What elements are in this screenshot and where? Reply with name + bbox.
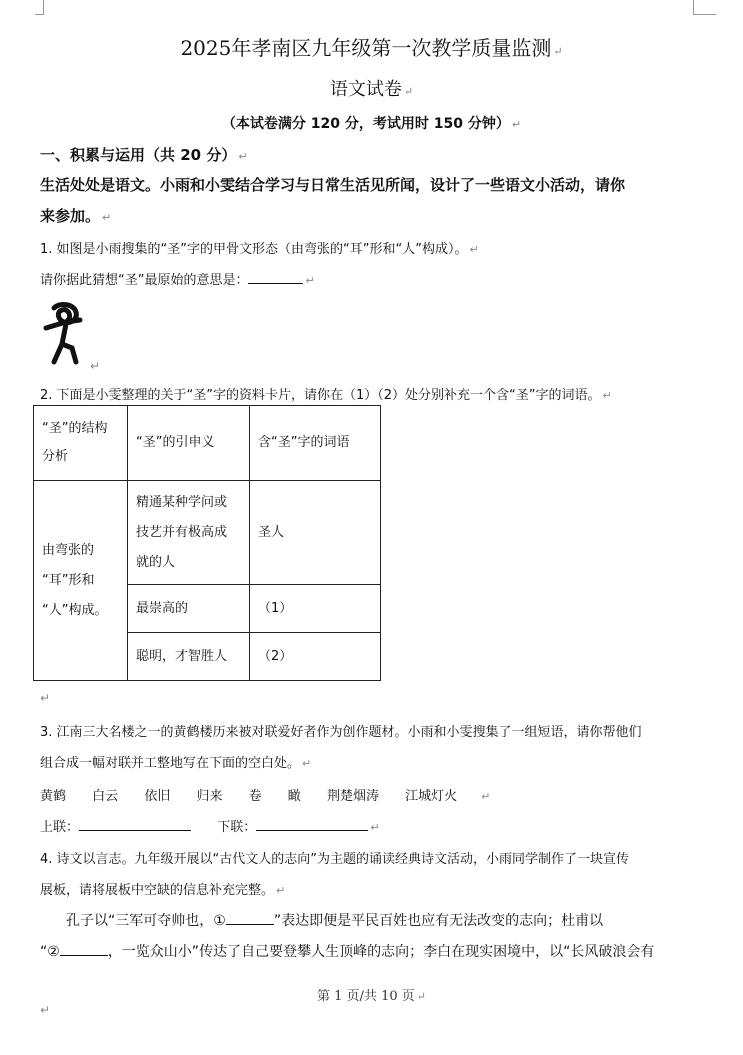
table-cell-word-2: （1） xyxy=(250,585,381,633)
q4-blank-1 xyxy=(226,910,274,925)
q4-line3: 孔子以“三军可夺帅也，① ”表达即便是平民百姓也应有无法改变的志向；杜甫以 xyxy=(66,910,603,930)
q4-line1: 4. 诗文以言志。九年级开展以“古代文人的志向”为主题的诵读经典诗文活动，小雨同学制作了一块宣传 xyxy=(40,852,630,867)
phrase: 白云 xyxy=(92,789,119,804)
q3-line1: 3. 江南三大名楼之一的黄鹤楼历来被对联爱好者作为创作题材。小雨和小雯搜集了一组短语，请你帮他们 xyxy=(40,725,642,740)
return-mark: ↵ xyxy=(40,1003,51,1017)
crop-mark-top-left xyxy=(35,0,44,15)
q4-blank-2 xyxy=(60,941,108,956)
q4-line2: 展板，请将展板中空缺的信息补充完整。 ↵ xyxy=(40,883,286,898)
section-intro-line1: 生活处处是语文。小雨和小雯结合学习与日常生活见所闻，设计了一些语文小活动，请你 xyxy=(40,176,626,194)
table-header-meaning: “圣”的引申义 xyxy=(128,406,250,481)
phrase: 江城灯火 xyxy=(405,789,458,804)
table-cell-meaning-2: 最崇高的 xyxy=(128,585,250,633)
phrase: 卷 xyxy=(248,789,262,804)
page-footer: 第 1 页/共 10 页 ↵ xyxy=(317,989,426,1004)
q3-phrase-list: 黄鹤 白云 依旧 归来 卷 瞰 荆楚烟涛 江城灯火 ↵ xyxy=(40,789,491,804)
crop-mark-top-right xyxy=(693,0,716,15)
q1-line2: 请你据此猜想“圣”最原始的意思是： ↵ xyxy=(40,269,315,288)
upper-couplet-blank xyxy=(79,816,191,831)
table-header-words: 含“圣”字的词语 xyxy=(250,406,381,481)
table-cell-word-1: 圣人 xyxy=(250,481,381,585)
table-cell-meaning-3: 聪明，才智胜人 xyxy=(128,633,250,681)
q3-couplet-lines: 上联： 下联： ↵ xyxy=(40,816,380,835)
table-cell-structure: 由弯张的 “耳”形和 “人”构成。 xyxy=(34,481,128,681)
q2-line1: 2. 下面是小雯整理的关于“圣”字的资料卡片，请你在（1）（2）处分别补充一个含“圣”字的词语。 ↵ xyxy=(40,388,612,403)
q3-line2: 组合成一幅对联并工整地写在下面的空白处。 ↵ xyxy=(40,756,312,771)
oracle-bone-glyph-image xyxy=(42,300,86,368)
exam-note: （本试卷满分 120 分，考试用时 150 分钟） ↵ xyxy=(221,116,522,132)
exam-subtitle: 语文试卷 ↵ xyxy=(329,79,414,100)
phrase: 归来 xyxy=(196,789,223,804)
exam-title: 2025年孝南区九年级第一次教学质量监测 ↵ xyxy=(180,36,563,60)
phrase: 黄鹤 xyxy=(40,789,67,804)
character-info-card-table xyxy=(33,405,381,681)
phrase: 瞰 xyxy=(287,789,301,804)
q1-line1: 1. 如图是小雨搜集的“圣”字的甲骨文形态（由弯张的“耳”形和“人”构成）。 ↵ xyxy=(40,242,479,257)
table-header-structure: “圣”的结构分析 xyxy=(34,406,128,481)
q4-line4: “② ，一览众山小”传达了自己要登攀人生顶峰的志向；李白在现实困境中，以“长风破浪会有 xyxy=(40,941,654,961)
return-mark: ↵ xyxy=(90,359,101,373)
table-cell-word-3: （2） xyxy=(250,633,381,681)
section-heading: 一、积累与运用（共 20 分） ↵ xyxy=(40,146,248,164)
q1-answer-blank xyxy=(248,269,303,284)
return-mark: ↵ xyxy=(40,691,51,705)
table-cell-meaning-1: 精通某种学问或 技艺并有极高成 就的人 xyxy=(128,481,250,585)
phrase: 依旧 xyxy=(144,789,171,804)
section-intro-line2: 来参加。 ↵ xyxy=(40,207,112,225)
lower-couplet-blank xyxy=(256,816,368,831)
phrase: 荆楚烟涛 xyxy=(326,789,379,804)
